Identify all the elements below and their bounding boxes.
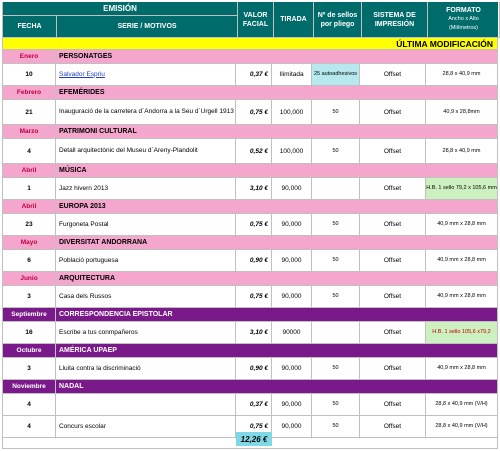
face-value: 3,10 €: [236, 178, 272, 200]
face-value: 0,90 €: [236, 250, 272, 272]
serie-header: SERIE / MOTIVOS: [117, 22, 177, 30]
section-header: [2, 344, 498, 358]
theme-label: PERSONATGES: [56, 50, 498, 64]
stamp-format: 28,8 x 40,9 mm: [426, 139, 498, 164]
theme-label: MÚSICA: [56, 164, 498, 178]
stamp-format: H.B. 1 sello 79,2 x 105,6 mm: [426, 178, 498, 200]
table-row: [2, 322, 498, 344]
stamp-format: 28,8 x 40,9 mm (V/H): [426, 394, 498, 416]
stamp-format: 40,9 mm x 28,8 mm: [426, 358, 498, 380]
issue-description-cell: [56, 286, 236, 308]
stamps-per-sheet: 25 autoadhesivos: [312, 64, 360, 86]
issue-description: Casa dels Russos: [59, 292, 112, 300]
print-system: Offset: [360, 416, 426, 438]
table-row: [2, 286, 498, 308]
stamps-per-sheet: 50: [312, 100, 360, 125]
issue-description-cell: [56, 139, 236, 164]
print-system: Offset: [360, 178, 426, 200]
issue-description: Concurs escolar: [59, 422, 106, 430]
theme-label: PATRIMONI CULTURAL: [56, 125, 498, 139]
print-run: 90,000: [272, 214, 312, 236]
print-system: Offset: [360, 322, 426, 344]
print-run: 90,000: [272, 250, 312, 272]
table-row: [2, 250, 498, 272]
face-value: 0,75 €: [236, 416, 272, 438]
table-row: [2, 214, 498, 236]
theme-label: EFEMÉRIDES: [56, 86, 498, 100]
face-value: 0,75 €: [236, 100, 272, 125]
issue-date: 4: [2, 394, 56, 416]
issue-date: 1: [2, 178, 56, 200]
print-system: Offset: [360, 250, 426, 272]
table-row: [2, 64, 498, 86]
print-run: 90,000: [272, 286, 312, 308]
issue-description-cell: [56, 250, 236, 272]
issue-description-cell: [56, 358, 236, 380]
stamp-issues-table: [2, 2, 498, 449]
print-run: 100,000: [272, 100, 312, 125]
issue-link[interactable]: Salvador Espriu: [59, 70, 105, 78]
sections-body: [2, 50, 498, 438]
section-header: [2, 380, 498, 394]
valor-header: VALOR FACIAL: [238, 2, 274, 38]
sellos-header: Nº de sellos por pliego: [314, 2, 362, 38]
print-system: Offset: [360, 64, 426, 86]
face-value: 3,10 €: [236, 322, 272, 344]
stamp-format: 40,9 mm x 28,8 mm: [426, 214, 498, 236]
last-update-banner: ÚLTIMA MODIFICACIÓN: [2, 38, 498, 50]
formato-subtitle: Ancho x Alto: [448, 16, 479, 22]
issue-description: Detall arquitectònic del Museu d´Areny-Plandolit: [59, 147, 198, 154]
print-run: 100,000: [272, 139, 312, 164]
issue-description: Furgoneta Postal: [59, 220, 109, 228]
section-header: [2, 86, 498, 100]
issue-description: Població portuguesa: [59, 256, 119, 264]
print-system: Offset: [360, 394, 426, 416]
month-label: Enero: [2, 50, 56, 64]
month-label: Noviembre: [2, 380, 56, 394]
face-value: 0,37 €: [236, 64, 272, 86]
issue-date: 3: [2, 286, 56, 308]
emision-header-group: [2, 2, 238, 38]
theme-label: DIVERSITAT ANDORRANA: [56, 236, 498, 250]
section-header: [2, 272, 498, 286]
issue-description: Lluita contra la discriminació: [59, 364, 141, 372]
issue-description: Jazz hivern 2013: [59, 184, 109, 192]
stamp-format: 40,9 mm x 28,8 mm: [426, 250, 498, 272]
table-row: [2, 358, 498, 380]
stamp-format: 28,8 x 40,9 mm: [426, 64, 498, 86]
issue-date: 6: [2, 250, 56, 272]
stamps-per-sheet: [312, 322, 360, 344]
theme-label: AMÉRICA UPAEP: [56, 344, 498, 358]
tirada-header: TIRADA: [274, 2, 314, 38]
theme-label: CORRESPONDENCIA EPISTOLAR: [56, 308, 498, 322]
stamps-per-sheet: 50: [312, 286, 360, 308]
stamps-per-sheet: 50: [312, 214, 360, 236]
issue-date: 3: [2, 358, 56, 380]
section-header: [2, 125, 498, 139]
print-run: 90,000: [272, 416, 312, 438]
formato-title: FORMATO: [446, 7, 481, 14]
theme-label: EUROPA 2013: [56, 200, 498, 214]
print-system: Offset: [360, 214, 426, 236]
month-label: Abril: [2, 200, 56, 214]
table-row: [2, 139, 498, 164]
issue-description-cell: [56, 214, 236, 236]
print-system: Offset: [360, 286, 426, 308]
issue-description-cell: [56, 100, 236, 125]
issue-date: 23: [2, 214, 56, 236]
formato-unit: (Milímetros): [448, 25, 479, 31]
stamp-format: 40,9 mm x 28,8 mm: [426, 286, 498, 308]
issue-description: Inauguració de la carretera d´Andorra a la Seu d´Urgell 1913: [59, 108, 234, 115]
section-header: [2, 50, 498, 64]
stamps-per-sheet: 50: [312, 358, 360, 380]
face-value: 0,75 €: [236, 286, 272, 308]
print-run: 90000: [272, 322, 312, 344]
issue-date: 10: [2, 64, 56, 86]
table-row: [2, 394, 498, 416]
section-header: [2, 308, 498, 322]
stamps-per-sheet: 50: [312, 416, 360, 438]
month-label: Junio: [2, 272, 56, 286]
theme-label: ARQUITECTURA: [56, 272, 498, 286]
month-label: Abril: [2, 164, 56, 178]
print-run: 90,000: [272, 178, 312, 200]
total-value: 12,26 €: [236, 432, 272, 446]
issue-date: 21: [2, 100, 56, 125]
section-header: [2, 164, 498, 178]
fecha-header: FECHA: [3, 16, 57, 37]
month-label: Septiembre: [2, 308, 56, 322]
issue-description-cell: [56, 394, 236, 416]
issue-date: 4: [2, 416, 56, 438]
formato-header: [428, 2, 500, 38]
face-value: 0,52 €: [236, 139, 272, 164]
issue-description-cell: [56, 178, 236, 200]
issue-description-cell: [56, 64, 236, 86]
issue-date: 4: [2, 139, 56, 164]
table-row: [2, 100, 498, 125]
issue-date: 16: [2, 322, 56, 344]
stamps-per-sheet: 50: [312, 139, 360, 164]
issue-description: Escribe a tus conmpañeros: [59, 328, 138, 336]
month-label: Octubre: [2, 344, 56, 358]
face-value: 0,37 €: [236, 394, 272, 416]
section-header: [2, 200, 498, 214]
print-run: 90,000: [272, 358, 312, 380]
table-header: [2, 2, 498, 38]
stamps-per-sheet: 50: [312, 394, 360, 416]
issue-description-cell: [56, 416, 236, 438]
stamps-per-sheet: 50: [312, 250, 360, 272]
month-label: Febrero: [2, 86, 56, 100]
sistema-header: SISTEMA DE IMPRESIÓN: [362, 2, 428, 38]
table-row: [2, 178, 498, 200]
print-system: Offset: [360, 100, 426, 125]
emision-header: EMISIÓN: [3, 2, 237, 16]
issue-description-cell: [56, 322, 236, 344]
print-run: Ilimitada: [272, 64, 312, 86]
stamps-per-sheet: [312, 178, 360, 200]
print-system: Offset: [360, 139, 426, 164]
print-system: Offset: [360, 358, 426, 380]
stamp-format: H.B. 1 sello 105,6 x79,2: [426, 322, 498, 344]
stamp-format: 28,8 x 40,9 mm (V/H): [426, 416, 498, 438]
theme-label: NADAL: [56, 380, 498, 394]
month-label: Marzo: [2, 125, 56, 139]
print-run: 90,000: [272, 394, 312, 416]
face-value: 0,90 €: [236, 358, 272, 380]
stamp-format: 40,9 x 28,8mm: [426, 100, 498, 125]
section-header: [2, 236, 498, 250]
month-label: Mayo: [2, 236, 56, 250]
face-value: 0,75 €: [236, 214, 272, 236]
